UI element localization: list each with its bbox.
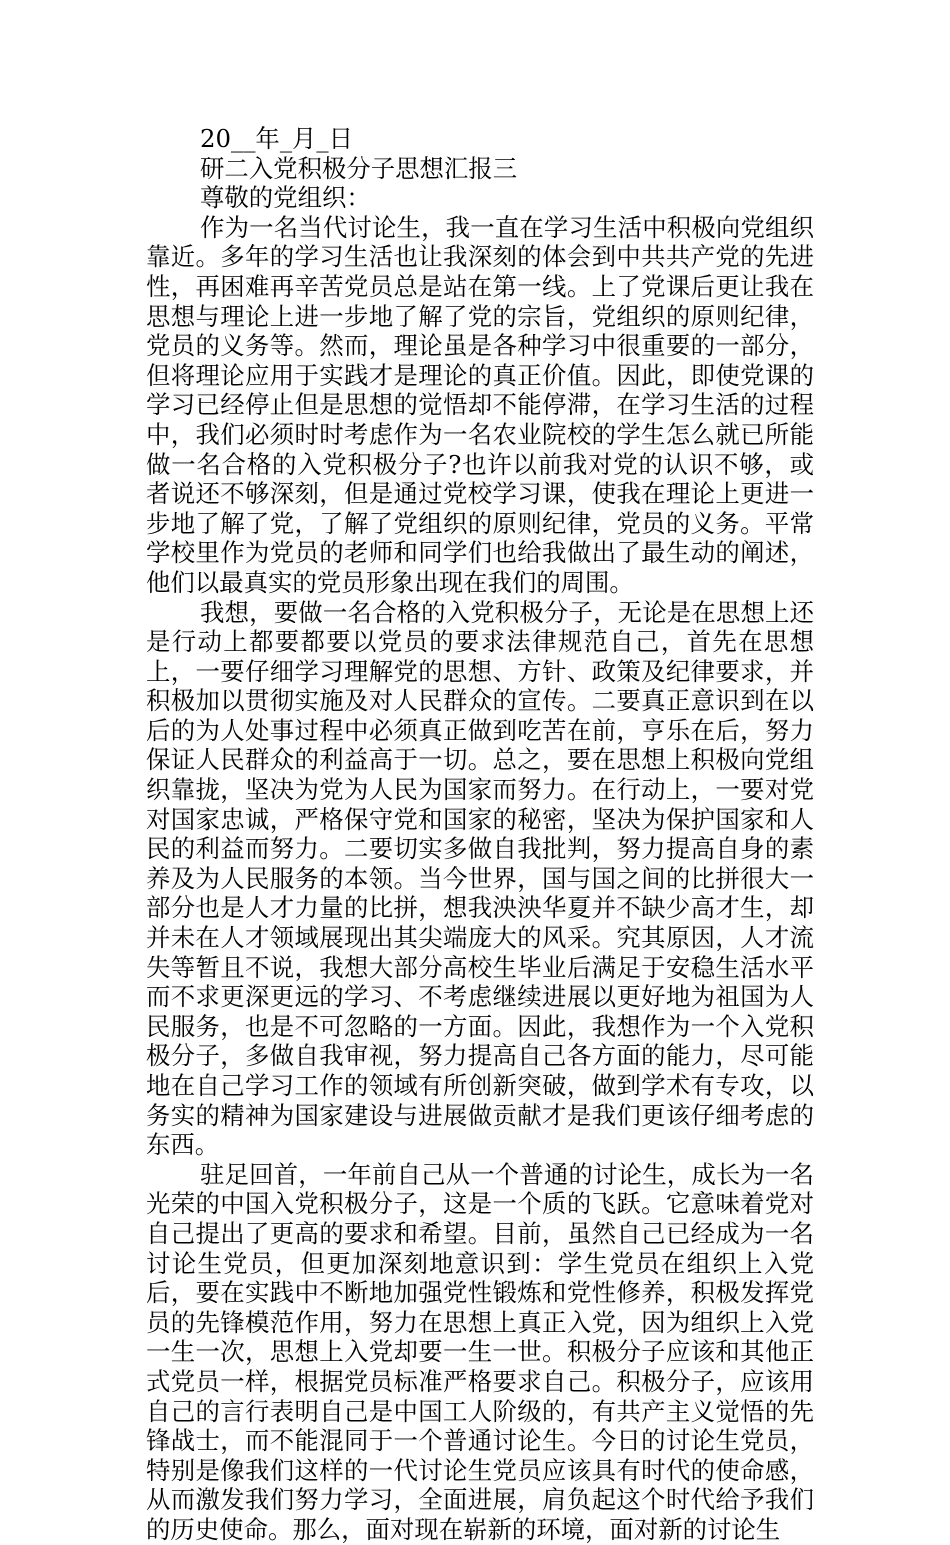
body-paragraph-3: 驻足回首，一年前自己从一个普通的讨论生，成长为一名光荣的中国入党积极分子，这是一个质的飞跃。它意味着党对自己提出了更高的要求和希望。目前，虽然自己已经成为一名讨论生党员，但更加深刻地意识到：学生党员在组织上入党后，要在实践中不断地加强党性锻炼和党性修养，积极发挥党员的先锋模范作用，努力在思想上真正入党，因为组织上入党一生一次，思想上入党却要一生一世。积极分子应该和其他正式党员一样，根据党员标准严格要求自己。积极分子，应该用自己的言行表明自己是中国工人阶级的，有共产主义觉悟的先锋战士，而不能混同于一个普通讨论生。今日的讨论生党员，特别是像我们这样的一代讨论生党员应该具有时代的使命感，从而激发我们努力学习，全面进展，肩负起这个时代给予我们的历史使命。那么，面对现在崭新的环境，面对新的讨论生 xyxy=(146,1159,814,1544)
body-paragraph-1: 作为一名当代讨论生，我一直在学习生活中积极向党组织靠近。多年的学习生活也让我深刻的体会到中共共产党的先进性，再困难再辛苦党员总是站在第一线。上了党课后更让我在思想与理论上进一步地了解了党的宗旨，党组织的原则纪律，党员的义务等。然而，理论虽是各种学习中很重要的一部分，但将理论应用于实践才是理论的真正价值。因此，即使党课的学习已经停止但是思想的觉悟却不能停滞，在学习生活的过程中，我们必须时时考虑作为一名农业院校的学生怎么就已所能做一名合格的入党积极分子?也许以前我对党的认识不够，或者说还不够深刻，但是通过党校学习课，使我在理论上更进一步地了解了党，了解了党组织的原则纪律，党员的义务。平常学校里作为党员的老师和同学们也给我做出了最生动的阐述，他们以最真实的党员形象出现在我们的周围。 xyxy=(146,212,814,597)
date-line: 20__年_月_日 xyxy=(200,124,353,153)
salutation: 尊敬的党组织： xyxy=(200,183,371,213)
document-page xyxy=(146,124,814,1545)
document-title: 研二入党积极分子思想汇报三 xyxy=(200,153,518,183)
body-paragraph-2: 我想，要做一名合格的入党积极分子，无论是在思想上还是行动上都要都要以党员的要求法律规范自己，首先在思想上，一要仔细学习理解党的思想、方针、政策及纪律要求，并积极加以贯彻实施及对人民群众的宣传。二要真正意识到在以后的为人处事过程中必须真正做到吃苦在前，亨乐在后，努力保证人民群众的利益高于一切。总之，要在思想上积极向党组织靠拢，坚决为党为人民为国家而努力。在行动上，一要对党对国家忠诚，严格保守党和国家的秘密，坚决为保护国家和人民的利益而努力。二要切实多做自我批判，努力提高自身的素养及为人民服务的本领。当今世界，国与国之间的比拼很大一部分也是人才力量的比拼，想我泱泱华夏并不缺少高才生，却并未在人才领域展现出其尖端庞大的风采。究其原因，人才流失等暂且不说，我想大部分高校生毕业后满足于安稳生活水平而不求更深更远的学习、不考虑继续进展以更好地为祖国为人民服务，也是不可忽略的一方面。因此，我想作为一个入党积极分子，多做自我审视，努力提高自己各方面的能力，尽可能地在自己学习工作的领域有所创新突破，做到学术有专攻，以务实的精神为国家建设与进展做贡献才是我们更该仔细考虑的东西。 xyxy=(146,597,814,1160)
